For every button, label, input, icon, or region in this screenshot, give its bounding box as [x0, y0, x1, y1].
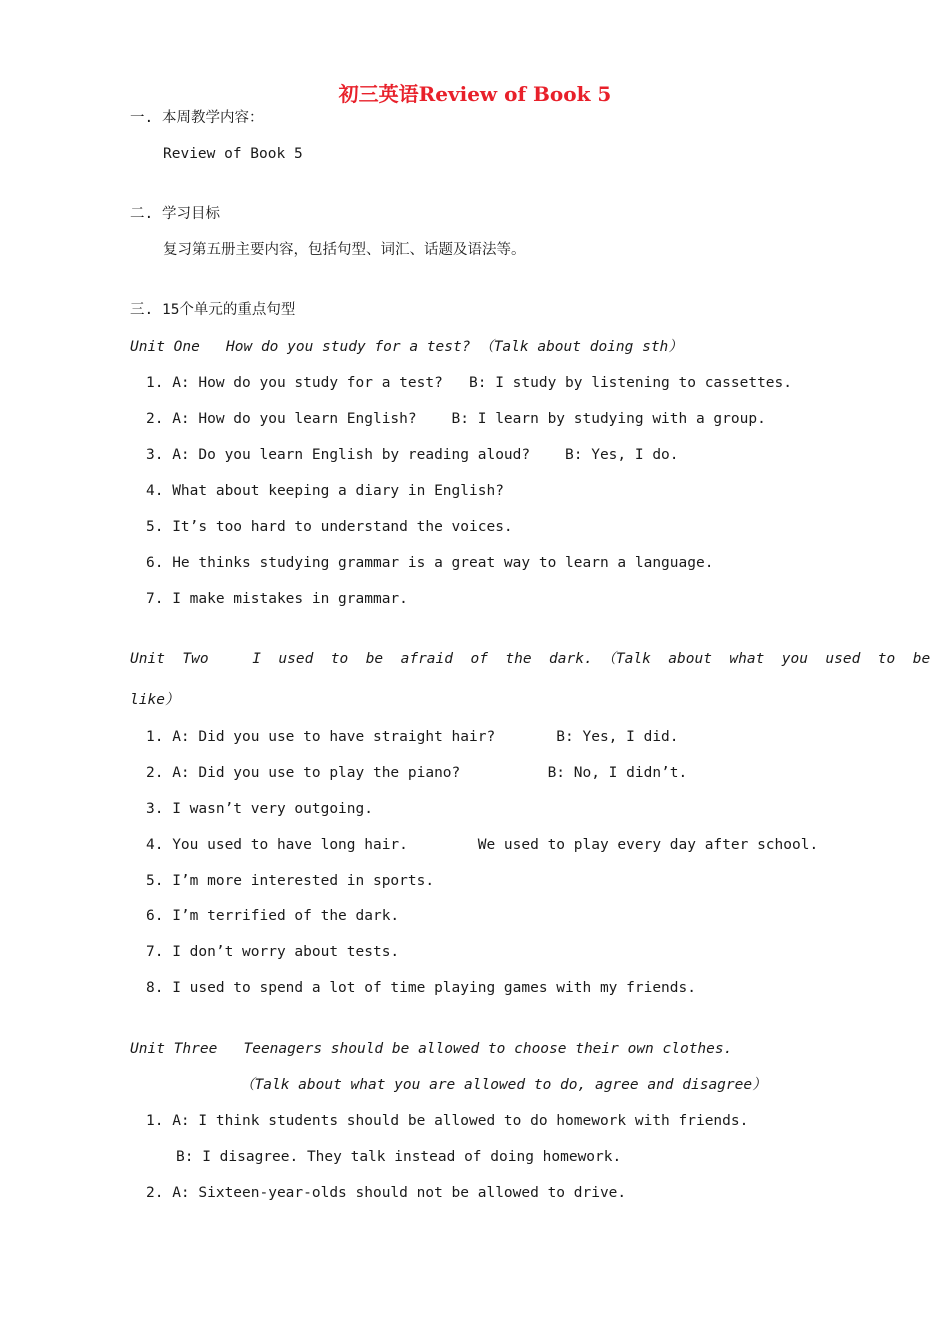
- list-item: 7. I make mistakes in grammar.: [146, 591, 408, 607]
- list-item: 6. I’m terrified of the dark.: [146, 908, 400, 924]
- unit-three-subheader: （Talk about what you are allowed to do, agree and disagree）: [240, 1077, 767, 1093]
- document-title: 初三英语Review of Book 5: [338, 82, 612, 106]
- section-heading-content: 一. 本周教学内容：: [130, 110, 264, 126]
- list-item: 6. He thinks studying grammar is a great way to learn a language.: [146, 555, 714, 571]
- list-item: 2. A: Did you use to play the piano? B: No, I didn’t.: [146, 765, 688, 781]
- unit-two-header-cont: like）: [130, 692, 180, 708]
- unit-one-header: Unit One How do you study for a test? （Talk about doing sth）: [130, 339, 683, 355]
- list-item: 2. A: Sixteen-year-olds should not be allowed to drive.: [146, 1185, 627, 1201]
- list-item: 3. I wasn’t very outgoing.: [146, 801, 373, 817]
- list-item: 7. I don’t worry about tests.: [146, 944, 400, 960]
- list-item: 3. A: Do you learn English by reading aloud? B: Yes, I do.: [146, 447, 679, 463]
- list-item: 5. It’s too hard to understand the voices.: [146, 519, 513, 535]
- section-body-goals: 复习第五册主要内容，包括句型、词汇、话题及语法等。: [163, 242, 526, 258]
- list-item: 5. I’m more interested in sports.: [146, 873, 435, 889]
- list-item: 8. I used to spend a lot of time playing games with my friends.: [146, 980, 696, 996]
- list-item-continuation: B: I disagree. They talk instead of doing homework.: [176, 1149, 622, 1165]
- section-heading-goals: 二. 学习目标: [130, 206, 220, 222]
- section-body-content: Review of Book 5: [163, 146, 303, 162]
- unit-three-header: Unit Three Teenagers should be allowed to choose their own clothes.: [130, 1041, 733, 1057]
- list-item: 4. You used to have long hair. We used to play every day after school.: [146, 837, 819, 853]
- list-item: 1. A: Did you use to have straight hair? B: Yes, I did.: [146, 729, 679, 745]
- section-heading-key-sentences: 三. 15个单元的重点句型: [130, 302, 296, 318]
- list-item: 2. A: How do you learn English? B: I learn by studying with a group.: [146, 411, 766, 427]
- list-item: 1. A: I think students should be allowed to do homework with friends.: [146, 1113, 749, 1129]
- unit-two-header: Unit Two I used to be afraid of the dark. （Talk about what you used to be: [130, 651, 931, 667]
- list-item: 1. A: How do you study for a test? B: I study by listening to cassettes.: [146, 375, 793, 391]
- list-item: 4. What about keeping a diary in English?: [146, 483, 504, 499]
